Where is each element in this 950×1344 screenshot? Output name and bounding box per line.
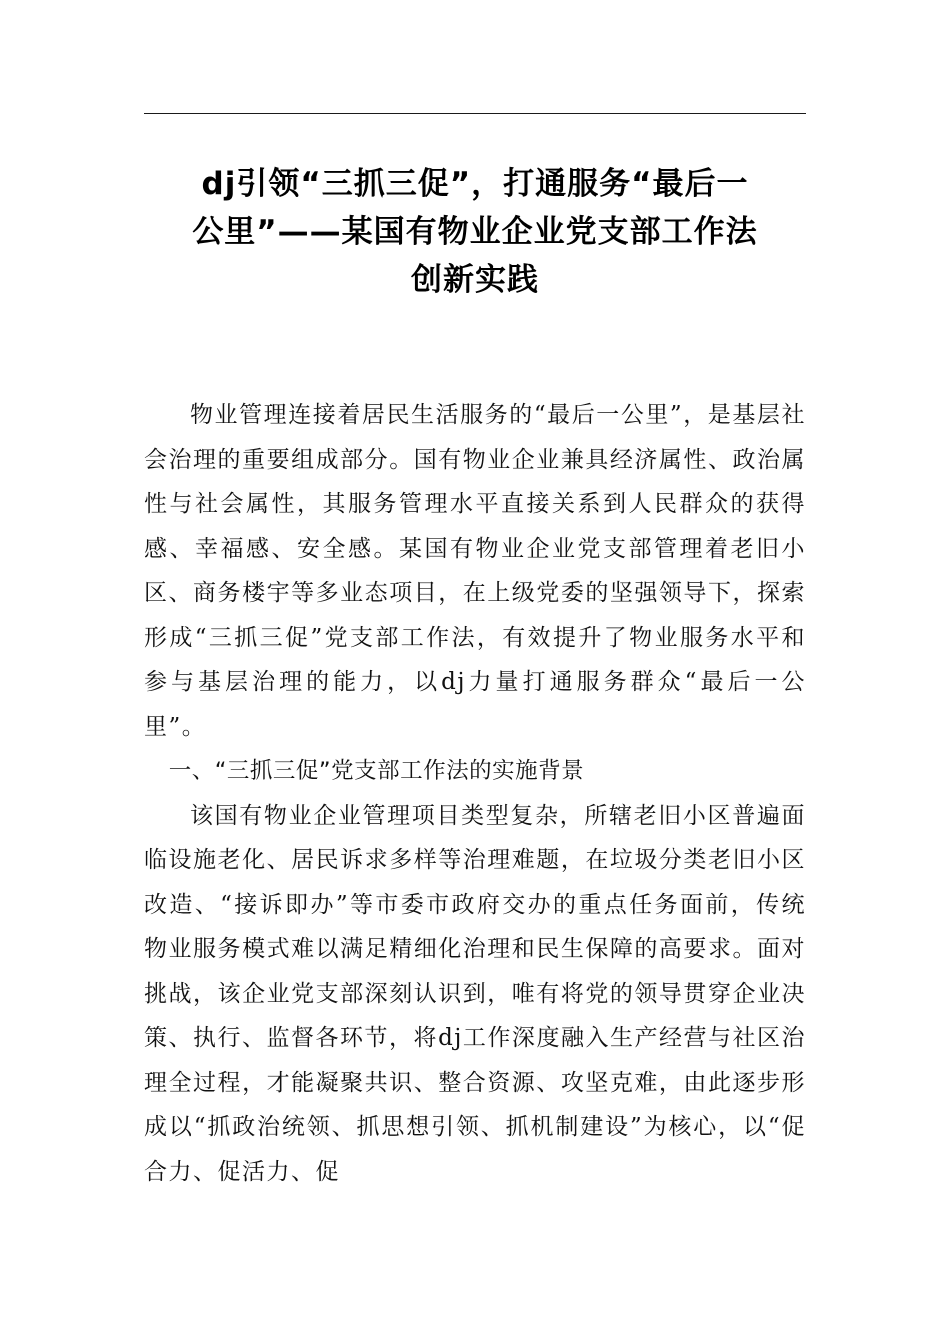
title-line-2: 公里”——某国有物业企业党支部工作法 <box>192 214 758 250</box>
background-paragraph: 该国有物业企业管理项目类型复杂，所辖老旧小区普遍面临设施老化、居民诉求多样等治理难题，在垃圾分类老旧小区改造、“接诉即办”等市委市政府交办的重点任务面前，传统物业服务模式难以满足精细化治理和民生保障的高要求。面对挑战，该企业党支部深刻认识到，唯有将党的领导贯穿企业决策、执行、监督各环节，将dj工作深度融入生产经营与社区治理全过程，才能凝聚共识、整合资源、攻坚克难，由此逐步形成以“抓政治统领、抓思想引领、抓机制建设”为核心，以“促合力、促活力、促 <box>144 802 806 1185</box>
document-body <box>144 393 806 1194</box>
document-title <box>144 160 806 304</box>
section-heading: 一、“三抓三促”党支部工作法的实施背景 <box>168 758 585 784</box>
header-rule <box>144 113 806 114</box>
title-line-1: dj引领“三抓三促”，打通服务“最后一 <box>201 166 749 202</box>
intro-paragraph: 物业管理连接着居民生活服务的“最后一公里”，是基层社会治理的重要组成部分。国有物业企业兼具经济属性、政治属性与社会属性，其服务管理水平直接关系到人民群众的获得感、幸福感、安全感。某国有物业企业党支部管理着老旧小区、商务楼宇等多业态项目，在上级党委的坚强领导下，探索形成“三抓三促”党支部工作法，有效提升了物业服务水平和参与基层治理的能力，以dj力量打通服务群众“最后一公里”。 <box>144 402 806 740</box>
title-line-3: 创新实践 <box>411 262 539 298</box>
